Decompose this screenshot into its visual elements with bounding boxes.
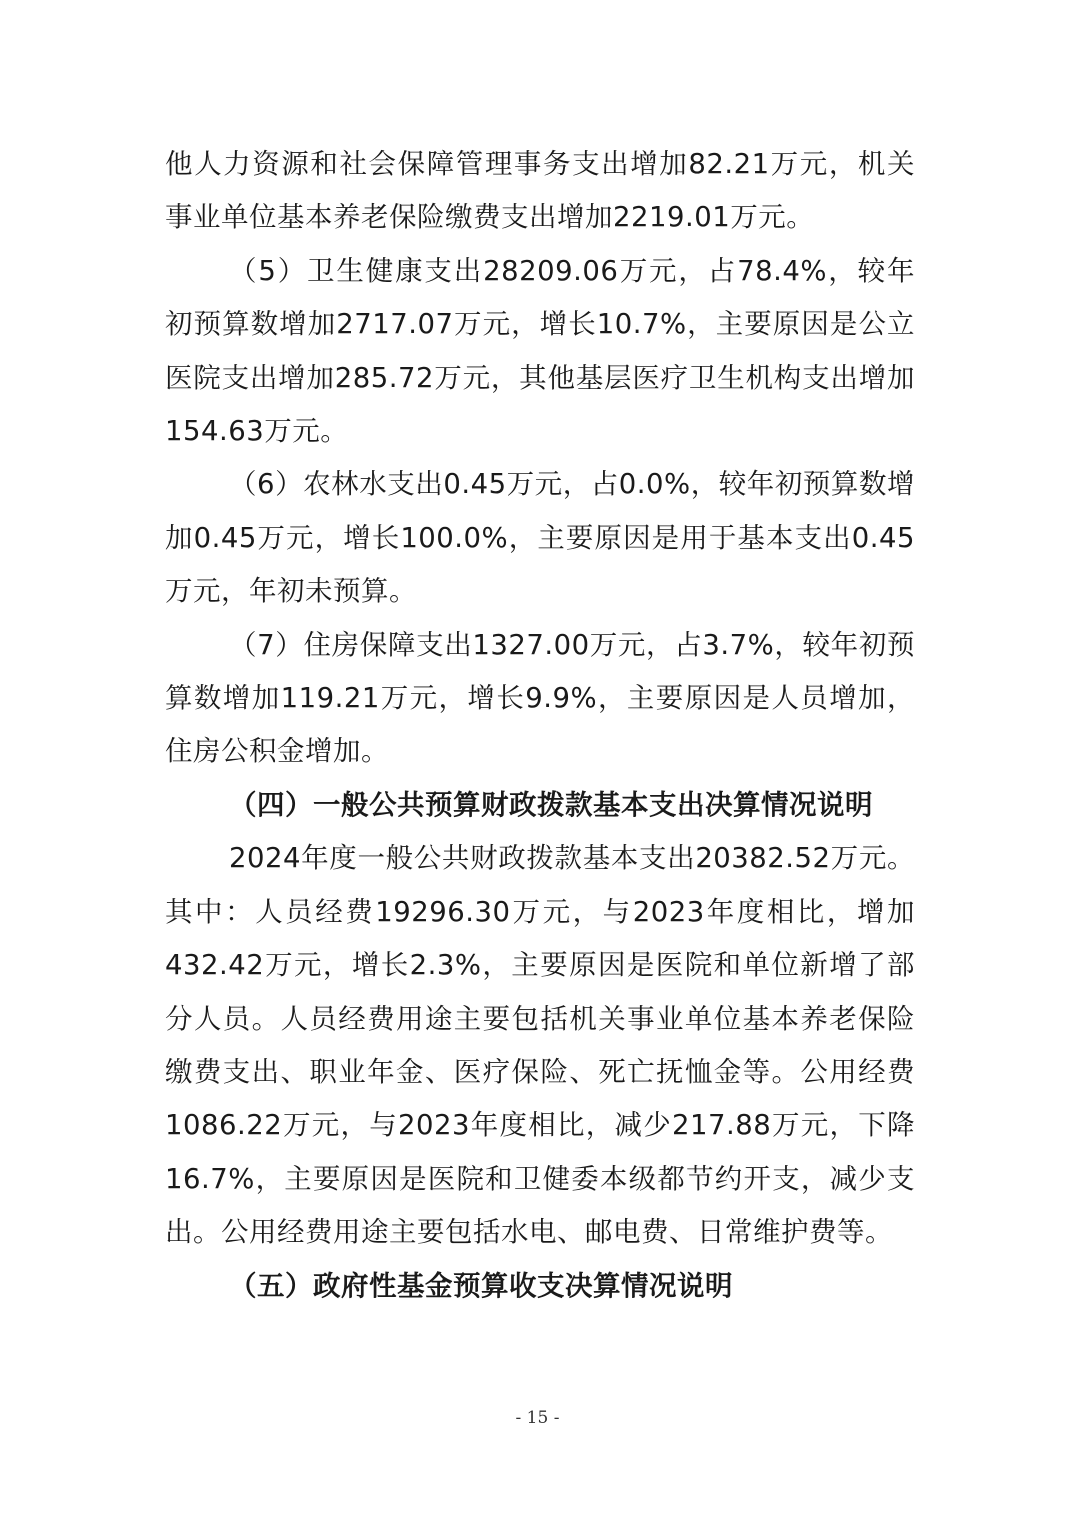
paragraph-continuation: 他人力资源和社会保障管理事务支出增加82.21万元，机关事业单位基本养老保险缴费支出增加2219.01万元。: [165, 148, 915, 234]
section-heading-government-fund: （五）政府性基金预算收支决算情况说明: [229, 1269, 733, 1302]
paragraph-housing-expenditure: （7）住房保障支出1327.00万元，占3.7%，较年初预算数增加119.21万元，增长9.9%，主要原因是人员增加，住房公积金增加。: [165, 628, 915, 768]
paragraph-basic-expenditure: 2024年度一般公共财政拨款基本支出20382.52万元。其中：人员经费19296.30万元，与2023年度相比，增加432.42万元，增长2.3%，主要原因是医院和单位新增了部分人员。人员经费用途主要包括机关事业单位基本养老保险缴费支出、职业年金、医疗保险、死亡抚恤金等。公用经费1086.22万元，与2023年度相比，减少217.88万元，下降16.7%，主要原因是医院和卫健委本级都节约开支，减少支出。公用经费用途主要包括水电、邮电费、日常维护费等。: [165, 842, 915, 1249]
paragraph-agriculture-expenditure: （6）农林水支出0.45万元，占0.0%，较年初预算数增加0.45万元，增长100.0%，主要原因是用于基本支出0.45万元，年初未预算。: [165, 468, 915, 608]
page-number: - 15 -: [515, 1408, 560, 1428]
paragraph-health-expenditure: （5）卫生健康支出28209.06万元，占78.4%，较年初预算数增加2717.07万元，增长10.7%，主要原因是公立医院支出增加285.72万元，其他基层医疗卫生机构支出增加154.63万元。: [165, 254, 915, 448]
document-body: [165, 138, 915, 1313]
section-heading-basic-expenditure: （四）一般公共预算财政拨款基本支出决算情况说明: [229, 788, 873, 821]
